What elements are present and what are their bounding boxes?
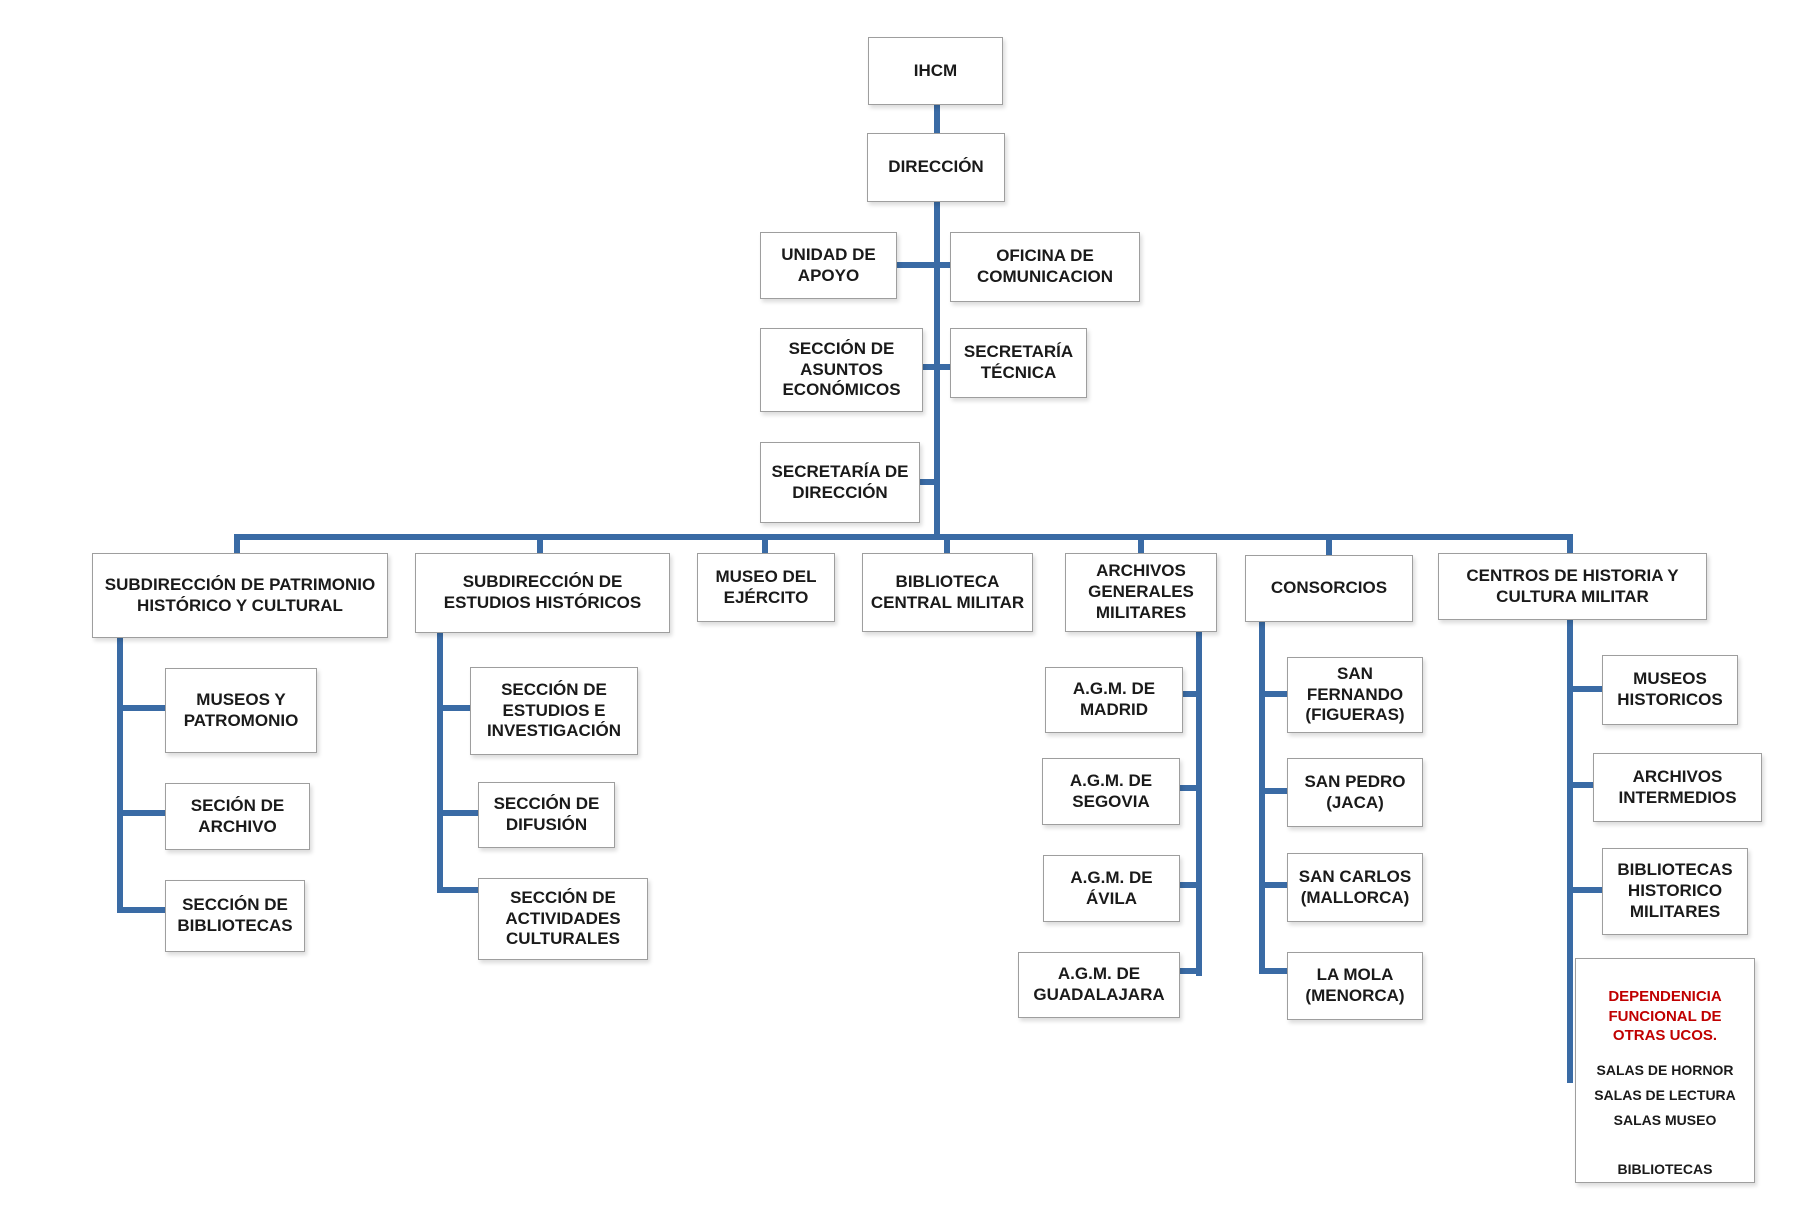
connector-distribution	[234, 534, 1573, 540]
dependencia-item-salas-lectura: SALAS DE LECTURA	[1594, 1086, 1736, 1103]
org-node-dependencia-funcional	[1575, 958, 1755, 1183]
org-node-san-carlos-mallorca: SAN CARLOS (MALLORCA)	[1287, 853, 1423, 922]
org-node-seccion-asuntos-economicos: SECCIÓN DE ASUNTOS ECONÓMICOS	[760, 328, 923, 412]
connector-stub-secretaria-direccion	[920, 479, 937, 485]
org-node-secretaria-direccion: SECRETARÍA DE DIRECCIÓN	[760, 442, 920, 523]
connector-stub-agm-segovia	[1178, 785, 1202, 791]
dependencia-item-salas-museo: SALAS MUSEO	[1613, 1111, 1717, 1128]
connector-v-archivos-generales	[1196, 630, 1202, 976]
org-node-consorcios: CONSORCIOS	[1245, 555, 1413, 622]
org-node-seccion-bibliotecas: SECCIÓN DE BIBLIOTECAS	[165, 880, 305, 952]
org-node-secion-archivo: SECIÓN DE ARCHIVO	[165, 783, 310, 850]
org-node-direccion: DIRECCIÓN	[867, 133, 1005, 202]
org-node-subdireccion-patrimonio: SUBDIRECCIÓN DE PATRIMONIO HISTÓRICO Y CULTURAL	[92, 553, 388, 638]
org-node-la-mola-menorca: LA MOLA (MENORCA)	[1287, 952, 1423, 1020]
org-node-secretaria-tecnica: SECRETARÍA TÉCNICA	[950, 328, 1087, 398]
org-node-museo-ejercito: MUSEO DEL EJÉRCITO	[697, 553, 835, 622]
org-node-seccion-difusion: SECCIÓN DE DIFUSIÓN	[478, 782, 615, 848]
dependencia-item-salas-hornor: SALAS DE HORNOR	[1596, 1061, 1734, 1078]
org-node-seccion-estudios-investigacion: SECCIÓN DE ESTUDIOS E INVESTIGACIÓN	[470, 667, 638, 755]
org-node-ihcm: IHCM	[868, 37, 1003, 105]
connector-stub-difusion	[437, 810, 482, 816]
org-node-oficina-comunicacion: OFICINA DE COMUNICACION	[950, 232, 1140, 302]
connector-v-consorcios	[1259, 620, 1265, 974]
connector-stub-secion-archivo	[117, 810, 165, 816]
connector-v-estudios	[437, 631, 443, 893]
connector-stub-museos-patromonio	[117, 705, 165, 711]
org-node-biblioteca-central-militar: BIBLIOTECA CENTRAL MILITAR	[862, 553, 1033, 632]
dependencia-title: DEPENDENICIA FUNCIONAL DE OTRAS UCOS.	[1608, 988, 1722, 1044]
connector-stub-unidad-apoyo	[897, 262, 950, 268]
org-node-archivos-generales-militares: ARCHIVOS GENERALES MILITARES	[1065, 553, 1217, 632]
org-node-museos-historicos: MUSEOS HISTORICOS	[1602, 655, 1738, 725]
org-node-agm-segovia: A.G.M. DE SEGOVIA	[1042, 758, 1180, 825]
connector-stub-asuntos	[923, 364, 950, 370]
org-node-san-pedro-jaca: SAN PEDRO (JACA)	[1287, 758, 1423, 827]
org-node-agm-avila: A.G.M. DE ÁVILA	[1043, 855, 1180, 922]
org-node-agm-guadalajara: A.G.M. DE GUADALAJARA	[1018, 952, 1180, 1018]
org-node-seccion-actividades-culturales: SECCIÓN DE ACTIVIDADES CULTURALES	[478, 878, 648, 960]
org-node-unidad-apoyo: UNIDAD DE APOYO	[760, 232, 897, 299]
connector-v-patrimonio	[117, 636, 123, 913]
org-node-san-fernando-figueras: SAN FERNANDO (FIGUERAS)	[1287, 657, 1423, 733]
connector-stub-agm-avila	[1178, 882, 1202, 888]
org-node-archivos-intermedios: ARCHIVOS INTERMEDIOS	[1593, 753, 1762, 822]
org-node-museos-patromonio: MUSEOS Y PATROMONIO	[165, 668, 317, 753]
connector-stub-agm-guadalajara	[1178, 968, 1202, 974]
connector-stub-bibliotecas-hm	[1567, 887, 1607, 893]
connector-stub-actividades	[437, 887, 482, 893]
org-node-subdireccion-estudios: SUBDIRECCIÓN DE ESTUDIOS HISTÓRICOS	[415, 553, 670, 633]
connector-stub-agm-madrid	[1180, 691, 1202, 697]
connector-stub-seccion-bibliotecas	[117, 907, 165, 913]
org-node-agm-madrid: A.G.M. DE MADRID	[1045, 667, 1183, 733]
org-node-centros-historia-cultura: CENTROS DE HISTORIA Y CULTURA MILITAR	[1438, 553, 1707, 620]
dependencia-item-bibliotecas: BIBLIOTECAS	[1617, 1160, 1713, 1177]
org-node-bibliotecas-historico-militares: BIBLIOTECAS HISTORICO MILITARES	[1602, 848, 1748, 935]
connector-stub-museos-historicos	[1567, 686, 1607, 692]
